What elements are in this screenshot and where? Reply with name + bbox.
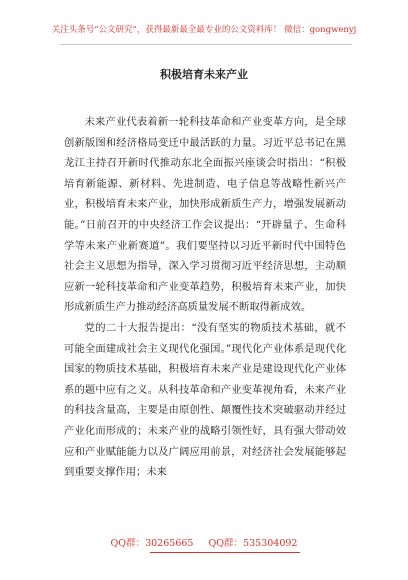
header-divider <box>60 44 352 45</box>
document-title: 积极培育未来产业 <box>160 68 248 81</box>
paragraph-2: 党的二十大报告提出：“没有坚实的物质技术基础，就不可能全面建成社会主义现代化强国。”现代化产业体系是现代化国家的物质技术基础，积极培育未来产业是建设现代化产业体系的题中应有之义。从科技革命和产业变革视角看，未来产业的科技含量高，主要是由原创性、颠覆性技术突破驱动并经过产业化而形成的；未来产业的战略引领性好，具有强大带动效应和产业赋能能力以及广阔应用前景，对经济社会发展能够起到重要支撑作用；未来 <box>64 321 346 479</box>
footer-qq-group-1: QQ群：30265665 <box>110 538 194 549</box>
footer-contacts <box>0 535 408 549</box>
paragraph-1: 未来产业代表着新一轮科技革命和产业变革方向，是全球创新版图和经济格局变迁中最活跃的力量。习近平总书记在黑龙江主持召开新时代推动东北全面振兴座谈会时指出：“积极培育新能源、新材料、先进制造、电子信息等战略性新兴产业，积极培育未来产业，加快形成新质生产力，增强发展新动能。”日前召开的中央经济工作会议提出：“开辟量子、生命科学等未来产业新赛道”。我们要坚持以习近平新时代中国特色社会主义思想为指导，深入学习贯彻习近平经济思想，主动顺应新一轮科技革命和产业变革趋势，积极培育未来产业，加快形成新质生产力推动经济高质量发展不断取得新成效。 <box>64 116 346 314</box>
footer-underline <box>150 552 300 553</box>
footer-qq-group-2: QQ群：535304092 <box>208 538 298 549</box>
header-promo-note: 关注头条号“公文研究”，获得最新最全最专业的公文资料库！ 微信：gongwenyj <box>51 25 357 35</box>
document-body <box>64 112 346 483</box>
